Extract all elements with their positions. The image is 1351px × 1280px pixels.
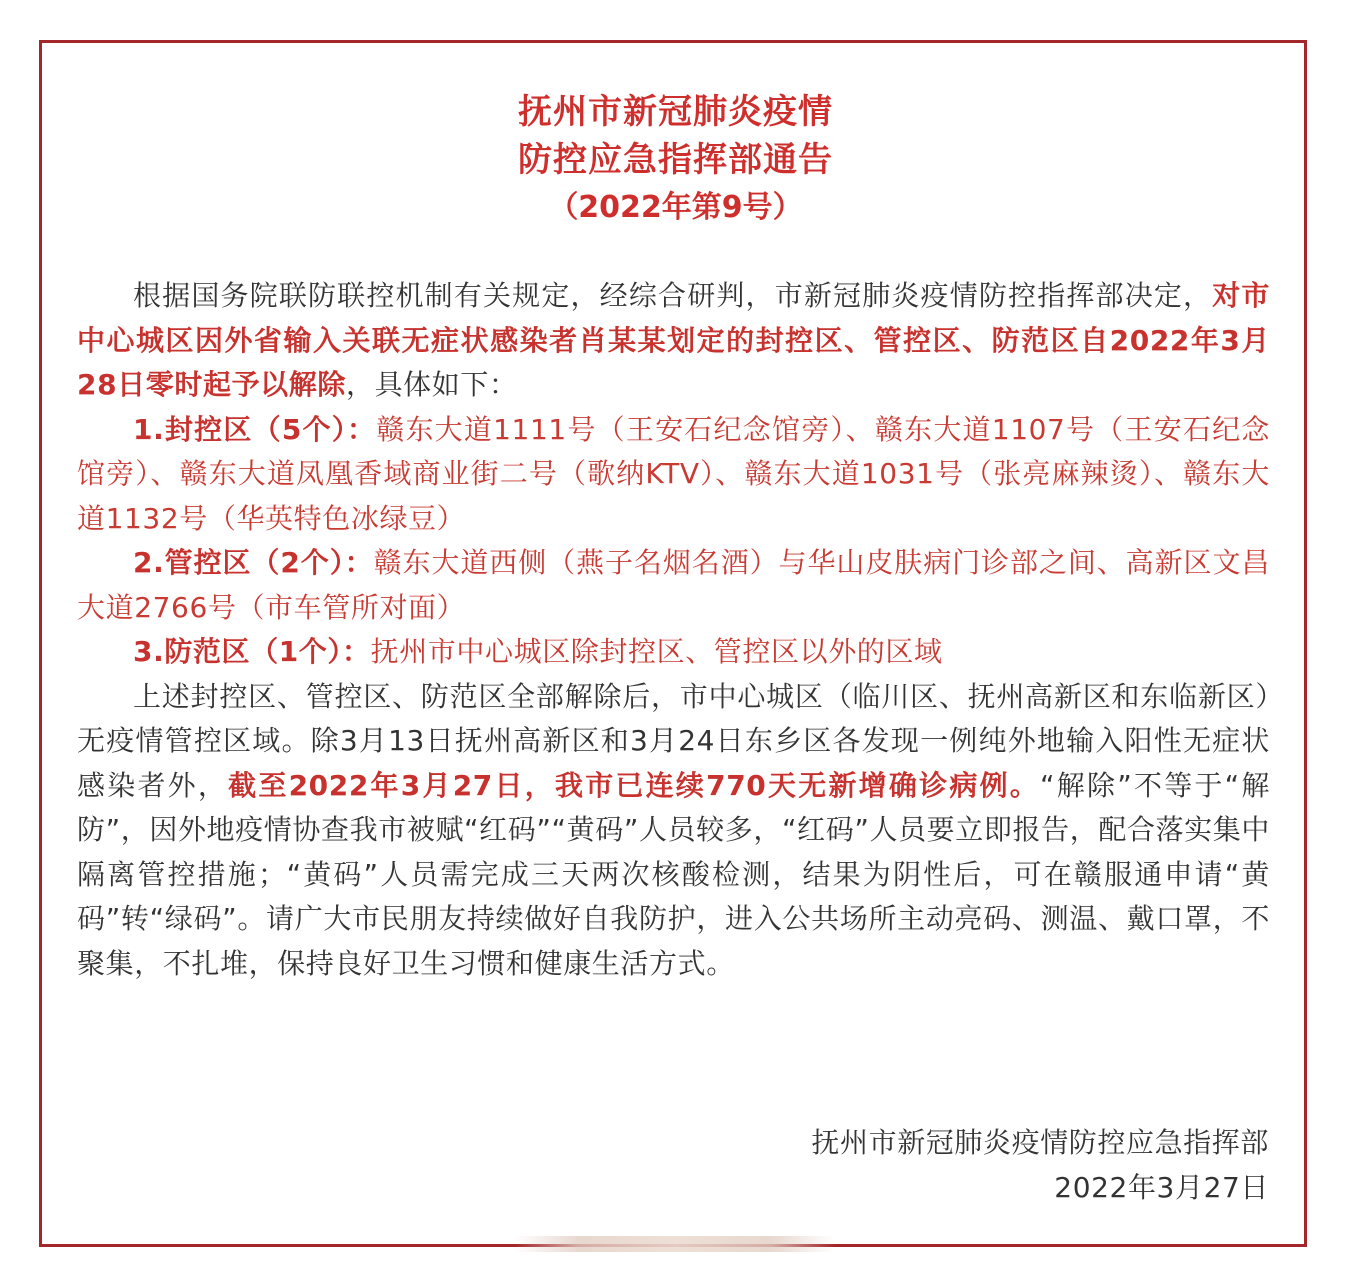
intro-paragraph bbox=[77, 274, 1270, 408]
item-heading-1: 1.封控区（5个）： bbox=[133, 412, 377, 446]
intro-lead-text: 根据国务院联防联控机制有关规定，经综合研判，市新冠肺炎疫情防控指挥部决定， bbox=[133, 279, 1213, 312]
bottom-stain-mark bbox=[515, 1236, 835, 1252]
intro-tail-text: ，具体如下： bbox=[345, 368, 518, 401]
intro-emphasis-text: 对市中心城区因外省输入关联无症状感染者肖某某划定的封控区、管控区、防范区自2022年3月28日零时起予以解除 bbox=[77, 279, 1270, 401]
notice-title-line-2: 防控应急指挥部通告 bbox=[518, 140, 833, 180]
notice-title-line-1: 抚州市新冠肺炎疫情 bbox=[518, 92, 833, 132]
notice-title-block bbox=[0, 88, 1351, 232]
summary-lead-text: 上述封控区、管控区、防范区全部解除后，市中心城区（临川区、抚州高新区和东临新区）无疫情管控区域。除3月13日抚州高新区和3月24日东乡区各发现一例纯外地输入阳性无症状感染者外， bbox=[77, 679, 1270, 802]
signature-org: 抚州市新冠肺炎疫情防控应急指挥部 bbox=[811, 1126, 1269, 1159]
notice-number: （2022年第9号） bbox=[548, 190, 803, 225]
item-paragraph-3 bbox=[77, 630, 1270, 675]
summary-tail-text: “解除”不等于“解防”，因外地疫情协查我市被赋“红码”“黄码”人员较多，“红码”人员要立即报告，配合落实集中隔离管控措施；“黄码”人员需完成三天两次核酸检测，结果为阴性后，可在赣服通申请“黄码”转“绿码”。请广大市民朋友持续做好自我防护，进入公共场所主动亮码、测温、戴口罩，不聚集，不扎堆，保持良好卫生习惯和健康生活方式。 bbox=[77, 768, 1270, 980]
item-heading-2: 2.管控区（2个）： bbox=[133, 546, 374, 579]
item-text-3: 抚州市中心城区除封控区、管控区以外的区域 bbox=[370, 635, 943, 668]
summary-emphasis-text: 截至2022年3月27日，我市已连续770天无新增确诊病例。 bbox=[228, 768, 1041, 802]
item-heading-3: 3.防范区（1个）： bbox=[133, 635, 371, 668]
notice-body bbox=[77, 274, 1270, 986]
signature-date: 2022年3月27日 bbox=[1054, 1171, 1269, 1204]
item-text-2: 赣东大道西侧（燕子名烟名酒）与华山皮肤病门诊部之间、高新区文昌大道2766号（市车管所对面） bbox=[77, 546, 1270, 624]
item-paragraph-1 bbox=[77, 408, 1270, 542]
signature-block bbox=[811, 1120, 1269, 1210]
summary-paragraph bbox=[77, 675, 1270, 987]
item-paragraph-2 bbox=[77, 541, 1270, 630]
item-text-1: 赣东大道1111号（王安石纪念馆旁）、赣东大道1107号（王安石纪念馆旁）、赣东大道凤凰香域商业街二号（歌纳KTV）、赣东大道1031号（张亮麻辣烫）、赣东大道1132号（华英特色冰绿豆） bbox=[77, 412, 1271, 535]
